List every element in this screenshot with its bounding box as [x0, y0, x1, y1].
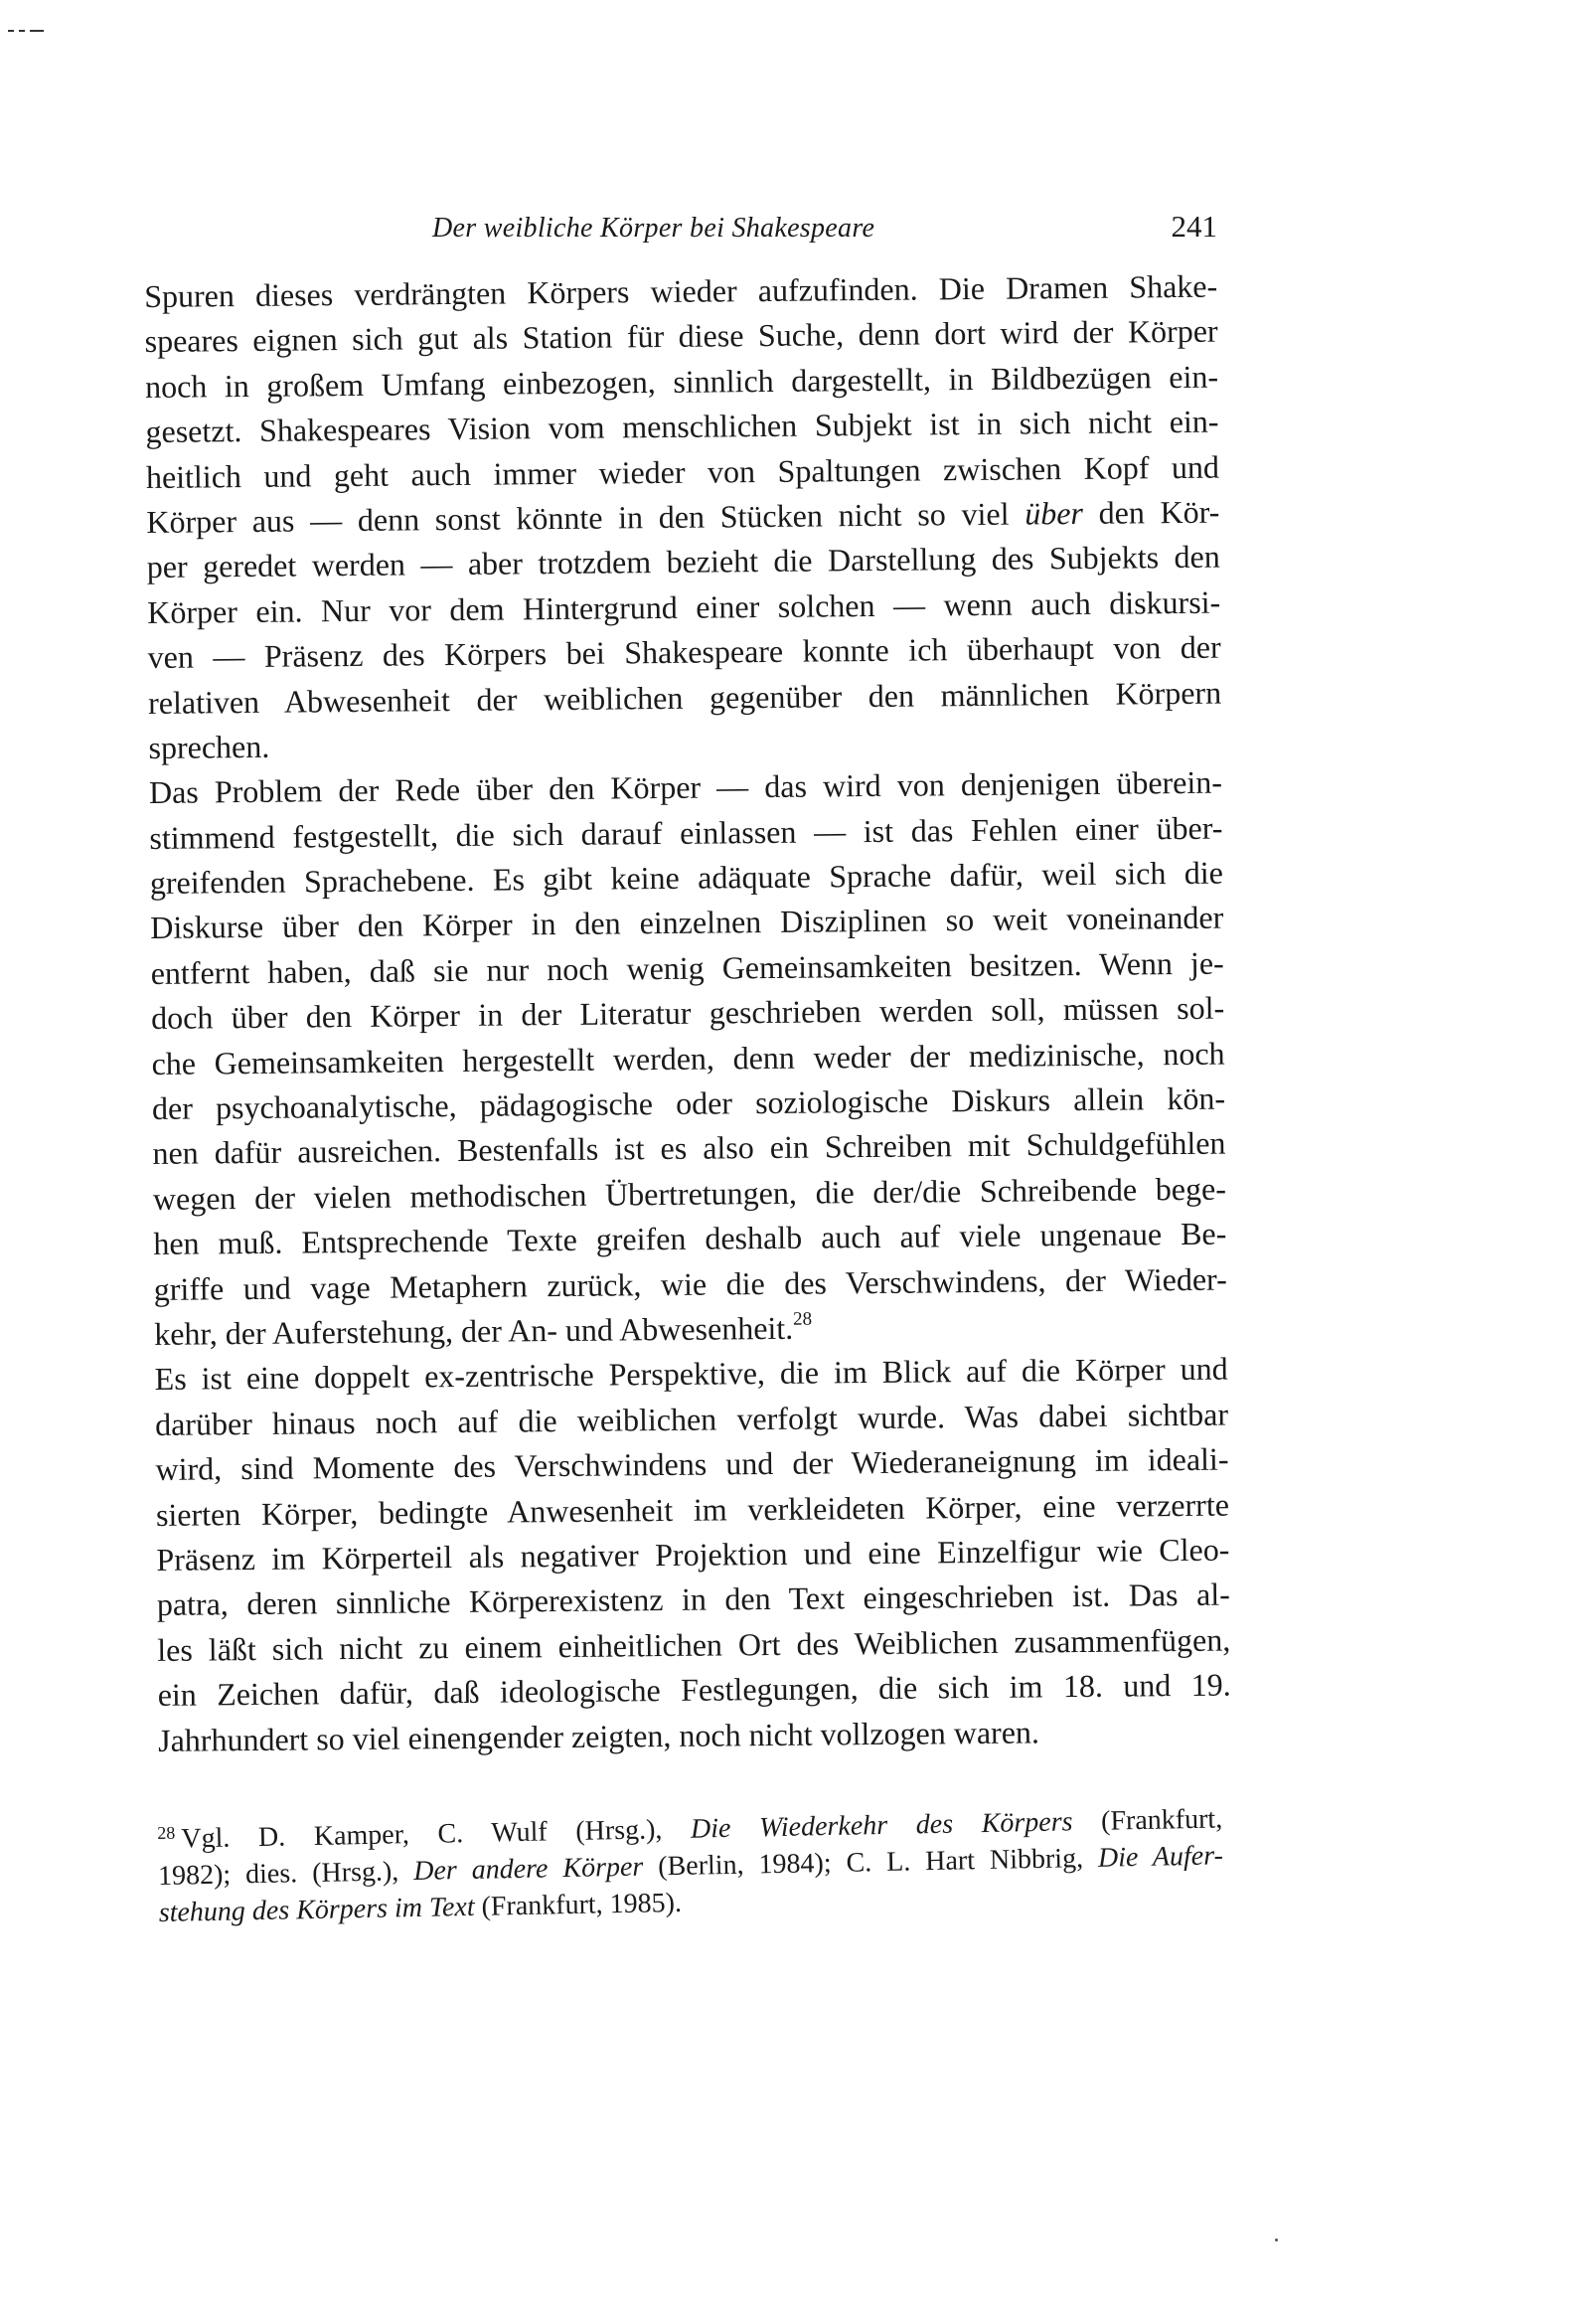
text-line: darüber hinaus noch auf die weiblichen verfolgt wurde. Was dabei sichtbar	[154, 1396, 1229, 1442]
text-line: Jahrhundert so viel einengender zeigten, noch nicht vollzogen waren.	[157, 1713, 1040, 1758]
page-number: 241	[1171, 209, 1217, 244]
text-line: stimmend festgestellt, die sich darauf einlassen — ist das Fehlen einer über-	[149, 809, 1223, 856]
text-line: der psychoanalytische, pädagogische oder soziologische Diskurs allein kön-	[151, 1079, 1226, 1126]
text-line: Spuren dieses verdrängten Körpers wieder aufzufinden. Die Dramen Shake-	[144, 267, 1218, 314]
text-line: Präsenz im Körperteil als negativer Projektion und eine Einzelfigur wie Cleo-	[156, 1531, 1230, 1577]
footnote-title: Der andere Körper	[412, 1851, 644, 1888]
text-line: nen dafür ausreichen. Bestenfalls ist es also ein Schreiben mit Schuldgefühlen	[152, 1125, 1226, 1172]
text-line: heitlich und geht auch immer wieder von Spaltungen zwischen Kopf und	[145, 448, 1220, 495]
text-line: entfernt haben, daß sie nur noch wenig Gemeinsamkeiten besitzen. Wenn je-	[150, 944, 1224, 991]
running-head	[432, 209, 1217, 252]
footnote-segment: (Frankfurt,	[1072, 1803, 1223, 1838]
text-line: sierten Körper, bedingte Anwesenheit im verkleideten Körper, eine verzerrte	[155, 1486, 1230, 1533]
emphasis-word: über	[1025, 494, 1084, 532]
body-text	[144, 264, 1231, 1763]
footnote-title: stehung des Körpers im Text	[158, 1891, 475, 1928]
footnote-title: Die Wiederkehr des Körpers	[690, 1806, 1073, 1845]
footnote-marker: 28	[157, 1822, 176, 1843]
running-title: Der weibliche Körper bei Shakespeare	[432, 213, 875, 244]
footnote-reference: 28	[793, 1308, 813, 1330]
text-line: wegen der vielen methodischen Übertretungen, die der/die Schreibende bege-	[152, 1170, 1227, 1217]
text-line: greifenden Sprachebene. Es gibt keine adäquate Sprache dafür, weil sich die	[149, 854, 1223, 902]
text-line: Das Problem der Rede über den Körper — das wird von denjenigen überein-	[148, 763, 1223, 811]
text-line: noch in großem Umfang einbezogen, sinnlich dargestellt, in Bildbezügen ein-	[144, 358, 1219, 405]
text-line: Körper ein. Nur vor dem Hintergrund einer solchen — wenn auch diskursi-	[147, 583, 1221, 630]
text-line: gesetzt. Shakespeares Vision vom menschlichen Subjekt ist in sich nicht ein-	[145, 403, 1219, 450]
text-line: patra, deren sinnliche Körperexistenz in den Text eingeschrieben ist. Das al-	[156, 1576, 1230, 1623]
text-line: hen muß. Entsprechende Texte greifen deshalb auch auf viele ungenaue Be-	[153, 1215, 1227, 1262]
footnote-segment: 1982); dies. (Hrsg.),	[157, 1856, 414, 1892]
text-segment: kehr, der Auferstehung, der An- und Abwesenheit.	[154, 1309, 794, 1352]
text-line: les läßt sich nicht zu einem einheitlichen Ort des Weiblichen zusammenfügen,	[157, 1621, 1231, 1668]
footnote-segment: (Berlin, 1984); C. L. Hart Nibbrig,	[642, 1842, 1099, 1883]
text-segment: den Kör-	[1082, 493, 1220, 531]
text-line: ein Zeichen dafür, daß ideologische Festlegungen, die sich im 18. und 19.	[157, 1666, 1231, 1714]
scan-artifact-mark	[8, 22, 70, 25]
footnote-segment: (Frankfurt, 1985).	[474, 1887, 683, 1922]
footnote	[157, 1800, 1224, 1931]
text-line: doch über den Körper in der Literatur geschrieben werden soll, müssen sol-	[151, 989, 1225, 1037]
scan-speck	[1275, 2239, 1278, 2241]
text-line: Es ist eine doppelt ex-zentrische Perspektive, die im Blick auf die Körper und	[154, 1350, 1228, 1398]
text-line: Diskurse über den Körper in den einzelnen Disziplinen so weit voneinander	[150, 900, 1224, 946]
footnote-title: Die Aufer-	[1097, 1840, 1224, 1874]
text-line: ven — Präsenz des Körpers bei Shakespeare konnte ich überhaupt von der	[147, 628, 1221, 676]
text-segment: Körper aus — denn sonst könnte in den Stücken nicht so viel	[146, 495, 1025, 540]
text-line: speares eignen sich gut als Station für diese Suche, denn dort wird der Körper	[144, 313, 1218, 360]
text-line: wird, sind Momente des Verschwindens und der Wiederaneignung im ideali-	[155, 1440, 1229, 1488]
text-line: sprechen.	[148, 728, 270, 765]
text-line: relativen Abwesenheit der weiblichen gegenüber den männlichen Körpern	[147, 674, 1222, 721]
text-line: che Gemeinsamkeiten hergestellt werden, denn weder der medizinische, noch	[151, 1035, 1225, 1081]
footnote-segment: Vgl. D. Kamper, C. Wulf (Hrsg.),	[181, 1813, 692, 1855]
text-line: griffe und vage Metaphern zurück, wie die des Verschwindens, der Wieder-	[153, 1260, 1227, 1307]
text-line: per geredet werden — aber trotzdem bezieht die Darstellung des Subjekts den	[146, 538, 1220, 585]
